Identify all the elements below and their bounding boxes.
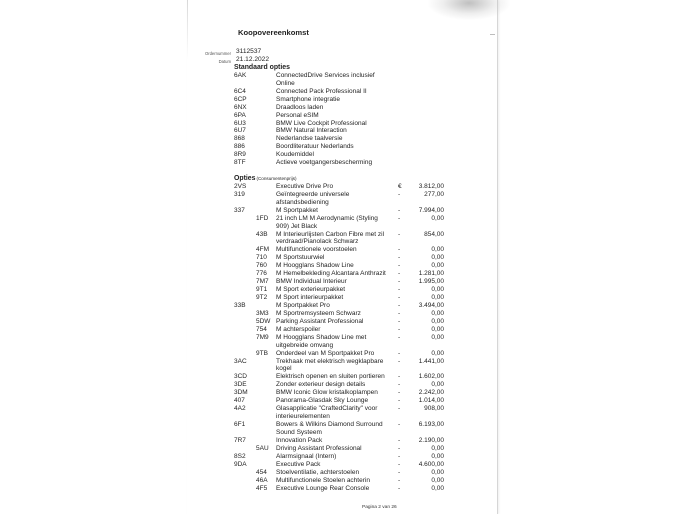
option-description-line: Bowers & Wilkins Diamond Surround <box>276 421 383 429</box>
option-currency: - <box>398 460 401 468</box>
option-component-row <box>234 469 444 477</box>
option-component-row <box>234 445 444 453</box>
option-description-line: BMW Natural Interaction <box>276 127 347 135</box>
option-component-row <box>234 294 444 302</box>
option-currency: - <box>398 381 401 389</box>
standard-options-heading-text: Standaard opties <box>234 64 290 71</box>
option-description <box>276 151 444 159</box>
option-code: 6F1 <box>234 421 246 429</box>
option-currency: - <box>398 246 401 254</box>
option-currency: - <box>398 373 401 381</box>
option-row <box>234 373 444 381</box>
option-code: 4F5 <box>256 484 268 492</box>
option-currency: - <box>398 333 401 341</box>
option-description <box>276 127 444 135</box>
standard-option-row <box>234 143 444 151</box>
standard-option-row <box>234 96 444 104</box>
standard-option-row <box>234 72 444 88</box>
photo-shadow <box>428 0 510 20</box>
option-description-line: M Hoogglans Shadow Line <box>276 262 354 270</box>
option-price: 0,00 <box>431 214 444 222</box>
option-price: 2.190,00 <box>418 436 444 444</box>
option-description <box>276 389 398 397</box>
standard-option-row <box>234 135 444 143</box>
option-description-line: Geïntegreerde universele <box>276 190 350 198</box>
option-description <box>276 191 398 207</box>
option-component-row <box>234 326 444 334</box>
option-price: 0,00 <box>431 262 444 270</box>
option-description-line: Actieve voetgangersbescherming <box>276 159 373 167</box>
option-code: 4FM <box>256 246 269 254</box>
options-heading-text: Opties <box>234 175 256 182</box>
option-component-row <box>234 318 444 326</box>
options-heading <box>234 175 444 183</box>
option-row <box>234 397 444 405</box>
option-description-line: M Sportpakket Pro <box>276 301 330 309</box>
option-description-line: M Sport interieurpakket <box>276 294 344 302</box>
option-row <box>234 381 444 389</box>
option-description-line: Online <box>276 79 295 87</box>
option-description-line: ConnectedDrive Services inclusief <box>276 71 375 79</box>
option-description-line: Alarmsignaal (Intern) <box>276 452 337 460</box>
option-currency: € <box>398 182 402 190</box>
option-row <box>234 302 444 310</box>
option-description <box>276 302 398 310</box>
option-description-line: Trekhaak met elektrisch wegklapbare <box>276 357 384 365</box>
option-price: 1.602,00 <box>418 373 444 381</box>
option-description-line: interieurelementen <box>276 413 330 421</box>
option-description <box>276 286 398 294</box>
option-code: 1FD <box>256 214 269 222</box>
option-description-line: Sound Systeem <box>276 428 322 436</box>
option-description-line: kogel <box>276 365 292 373</box>
option-price: 2.242,00 <box>418 389 444 397</box>
option-description <box>276 373 398 381</box>
option-description <box>276 183 398 191</box>
option-code: 46A <box>256 476 268 484</box>
option-code: 3AC <box>234 357 247 365</box>
option-description <box>276 270 398 278</box>
option-row <box>234 437 444 445</box>
option-currency: - <box>398 206 401 214</box>
option-description-line: Executive Drive Pro <box>276 182 334 190</box>
option-code: 6C4 <box>234 87 246 95</box>
option-description <box>276 469 398 477</box>
option-currency: - <box>398 294 401 302</box>
option-code: 868 <box>234 135 245 143</box>
option-component-row <box>234 246 444 254</box>
option-currency: - <box>398 325 401 333</box>
option-description <box>276 310 398 318</box>
option-code: 5AU <box>256 444 269 452</box>
option-code: 407 <box>234 397 245 405</box>
option-row <box>234 461 444 469</box>
option-description <box>276 215 398 231</box>
option-description <box>276 461 398 469</box>
option-description-line: Executive Lounge Rear Console <box>276 484 370 492</box>
option-code: 754 <box>256 325 267 333</box>
page-number: Pagina 2 van 26 <box>362 505 397 510</box>
option-description-line: Koudemiddel <box>276 151 314 159</box>
option-price: 0,00 <box>431 254 444 262</box>
option-description <box>276 381 398 389</box>
option-description <box>276 350 398 358</box>
option-currency: - <box>398 476 401 484</box>
option-description <box>276 397 398 405</box>
option-price: 0,00 <box>431 484 444 492</box>
option-currency: - <box>398 357 401 365</box>
option-code: 5DW <box>256 317 271 325</box>
option-description-line: Personal eSIM <box>276 111 319 119</box>
option-description-line: Onderdeel van M Sportpakket Pro <box>276 349 375 357</box>
option-component-row <box>234 270 444 278</box>
option-description <box>276 143 444 151</box>
option-description <box>276 120 444 128</box>
option-description <box>276 405 398 421</box>
option-code: 9TB <box>256 349 268 357</box>
option-description-line: Driving Assistant Professional <box>276 444 362 452</box>
option-currency: - <box>398 444 401 452</box>
option-description-line: Nederlandse taalversie <box>276 135 343 143</box>
option-currency: - <box>398 436 401 444</box>
option-description <box>276 437 398 445</box>
option-price: 0,00 <box>431 286 444 294</box>
option-description-line: M Sportpakket <box>276 206 318 214</box>
scan-mark <box>490 34 495 35</box>
option-description <box>276 421 398 437</box>
option-code: 6U3 <box>234 119 246 127</box>
option-code: 337 <box>234 206 245 214</box>
option-description <box>276 294 398 302</box>
option-price: 908,00 <box>424 405 444 413</box>
option-price: 277,00 <box>424 190 444 198</box>
option-description-line: Panorama-Glasdak Sky Lounge <box>276 397 369 405</box>
option-currency: - <box>398 452 401 460</box>
option-price: 3.494,00 <box>418 301 444 309</box>
option-currency: - <box>398 405 401 413</box>
option-description-line: Parking Assistant Professional <box>276 317 364 325</box>
option-price: 6.193,00 <box>418 421 444 429</box>
standard-option-row <box>234 151 444 159</box>
option-description-line: M Hoogglans Shadow Line met <box>276 333 367 341</box>
option-currency: - <box>398 349 401 357</box>
option-description <box>276 278 398 286</box>
option-currency: - <box>398 484 401 492</box>
standard-option-row <box>234 159 444 167</box>
option-row <box>234 389 444 397</box>
option-code: 7M7 <box>256 278 269 286</box>
option-description-line: verdraad/Pianolack Schwarz <box>276 238 359 246</box>
option-row <box>234 453 444 461</box>
option-description-line: Glasapplicatie "CraftedClarity" voor <box>276 405 378 413</box>
option-description <box>276 445 398 453</box>
option-description-line: Innovation Pack <box>276 436 323 444</box>
option-description-line: BMW Live Cockpit Professional <box>276 119 367 127</box>
option-code: 9T1 <box>256 286 268 294</box>
option-component-row <box>234 334 444 350</box>
option-description-line: M Hemelbekleding Alcantara Anthrazit <box>276 270 386 278</box>
option-description-line: BMW Individual Interieur <box>276 278 347 286</box>
option-code: 776 <box>256 270 267 278</box>
option-price: 0,00 <box>431 468 444 476</box>
option-price: 3.812,00 <box>418 182 444 190</box>
option-price: 0,00 <box>431 317 444 325</box>
option-description-line: Boordliteratuur Nederlands <box>276 143 354 151</box>
option-price: 0,00 <box>431 452 444 460</box>
option-price: 0,00 <box>431 444 444 452</box>
option-description-line: M Sportremsysteem Schwarz <box>276 309 361 317</box>
option-currency: - <box>398 468 401 476</box>
option-code: 3M3 <box>256 309 269 317</box>
option-component-row <box>234 477 444 485</box>
option-description-line: M achterspoiler <box>276 325 321 333</box>
option-code: 886 <box>234 143 245 151</box>
option-price: 7.994,00 <box>418 206 444 214</box>
standard-option-row <box>234 127 444 135</box>
option-description-line: Multifunctionele voorstoelen <box>276 246 357 254</box>
option-row <box>234 183 444 191</box>
option-currency: - <box>398 254 401 262</box>
option-component-row <box>234 310 444 318</box>
option-code: 8S2 <box>234 452 246 460</box>
option-currency: - <box>398 270 401 278</box>
option-price: 1.441,00 <box>418 357 444 365</box>
option-description <box>276 254 398 262</box>
option-code: 3CD <box>234 373 248 381</box>
option-description-line: BMW Iconic Glow kristalkoplampen <box>276 389 378 397</box>
option-description <box>276 231 398 247</box>
option-price: 1.995,00 <box>418 278 444 286</box>
option-code: 9T2 <box>256 294 268 302</box>
options-section <box>234 175 444 492</box>
option-component-row <box>234 262 444 270</box>
option-price: 0,00 <box>431 309 444 317</box>
option-code: 7R7 <box>234 436 246 444</box>
option-code: 6U7 <box>234 127 246 135</box>
option-component-row <box>234 286 444 294</box>
option-row <box>234 358 444 374</box>
option-description-line: Zonder exterieur design details <box>276 381 366 389</box>
option-price: 0,00 <box>431 333 444 341</box>
option-currency: - <box>398 397 401 405</box>
option-description-line: 21 inch LM M Aerodynamic (Styling <box>276 214 378 222</box>
option-description-line: Multifunctionele Stoelen achterin <box>276 476 370 484</box>
standard-option-row <box>234 120 444 128</box>
option-description-line: afstandsbediening <box>276 198 329 206</box>
document-title: Koopovereenkomst <box>238 28 309 37</box>
standard-options-heading <box>234 64 444 72</box>
option-component-row <box>234 215 444 231</box>
option-description <box>276 96 444 104</box>
option-component-row <box>234 231 444 247</box>
option-row <box>234 405 444 421</box>
option-code: 43B <box>256 230 268 238</box>
option-price: 0,00 <box>431 349 444 357</box>
option-price: 1.014,00 <box>418 397 444 405</box>
option-price: 4.600,00 <box>418 460 444 468</box>
option-description-line: uitgebreide omvang <box>276 341 334 349</box>
option-component-row <box>234 254 444 262</box>
option-code: 760 <box>256 262 267 270</box>
order-number-value: 3112537 <box>236 48 262 55</box>
option-row <box>234 207 444 215</box>
option-currency: - <box>398 230 401 238</box>
option-currency: - <box>398 421 401 429</box>
standard-option-row <box>234 104 444 112</box>
option-code: 710 <box>256 254 267 262</box>
option-description <box>276 358 398 374</box>
option-description <box>276 318 398 326</box>
option-code: 33B <box>234 301 246 309</box>
option-currency: - <box>398 214 401 222</box>
option-description-line: Executive Pack <box>276 460 321 468</box>
option-description <box>276 246 398 254</box>
option-component-row <box>234 485 444 493</box>
option-code: 6AK <box>234 71 247 79</box>
option-currency: - <box>398 278 401 286</box>
option-currency: - <box>398 317 401 325</box>
options-heading-note: (Consumentenprijs) <box>256 176 297 181</box>
option-description-line: Smartphone integratie <box>276 95 340 103</box>
option-description-line: Draadloos laden <box>276 103 324 111</box>
option-description-line: M Sport exterieurpakket <box>276 286 346 294</box>
standard-option-row <box>234 112 444 120</box>
option-price: 854,00 <box>424 230 444 238</box>
option-description <box>276 104 444 112</box>
standard-option-row <box>234 88 444 96</box>
option-currency: - <box>398 262 401 270</box>
option-currency: - <box>398 389 401 397</box>
option-description <box>276 159 444 167</box>
option-price: 0,00 <box>431 381 444 389</box>
option-description <box>276 477 398 485</box>
option-price: 1.281,00 <box>418 270 444 278</box>
option-description-line: M Sportstuurwiel <box>276 254 325 262</box>
option-row <box>234 421 444 437</box>
option-code: 8R9 <box>234 151 246 159</box>
option-description <box>276 207 398 215</box>
option-code: 7M9 <box>256 333 269 341</box>
option-description-line: M Interieurlijsten Carbon Fibre met zil <box>276 230 385 238</box>
option-code: 3DE <box>234 381 247 389</box>
option-code: 6PA <box>234 111 246 119</box>
option-description <box>276 334 398 350</box>
option-code: 6NX <box>234 103 247 111</box>
option-code: 9DA <box>234 460 247 468</box>
option-price: 0,00 <box>431 325 444 333</box>
option-description <box>276 72 444 88</box>
option-price: 0,00 <box>431 294 444 302</box>
option-code: 2VS <box>234 182 247 190</box>
option-description-line: Connected Pack Professional II <box>276 87 367 95</box>
option-description-line: Stoelventilatie, achterstoelen <box>276 468 360 476</box>
option-code: 319 <box>234 190 245 198</box>
option-code: 4A2 <box>234 405 246 413</box>
order-number-label: Ordernummer <box>204 50 231 56</box>
options-list <box>234 183 444 493</box>
option-description <box>276 485 398 493</box>
standard-options-section <box>234 64 444 167</box>
option-row <box>234 191 444 207</box>
option-description <box>276 453 398 461</box>
option-price: 0,00 <box>431 476 444 484</box>
option-code: 454 <box>256 468 267 476</box>
option-description <box>276 88 444 96</box>
option-price: 0,00 <box>431 246 444 254</box>
option-code: 6CP <box>234 95 247 103</box>
option-currency: - <box>398 190 401 198</box>
standard-options-list <box>234 72 444 167</box>
option-currency: - <box>398 286 401 294</box>
option-currency: - <box>398 301 401 309</box>
option-currency: - <box>398 309 401 317</box>
option-description <box>276 135 444 143</box>
option-component-row <box>234 278 444 286</box>
option-description <box>276 262 398 270</box>
page-left-edge <box>187 0 188 60</box>
option-description-line: 909) Jet Black <box>276 222 318 230</box>
option-code: 3DM <box>234 389 248 397</box>
option-component-row <box>234 350 444 358</box>
option-description <box>276 112 444 120</box>
date-label: Datum <box>218 58 231 64</box>
date-value: 21.12.2022 <box>236 56 270 63</box>
option-description-line: Elektrisch openen en sluiten portieren <box>276 373 385 381</box>
option-description <box>276 326 398 334</box>
option-code: 8TF <box>234 159 246 167</box>
